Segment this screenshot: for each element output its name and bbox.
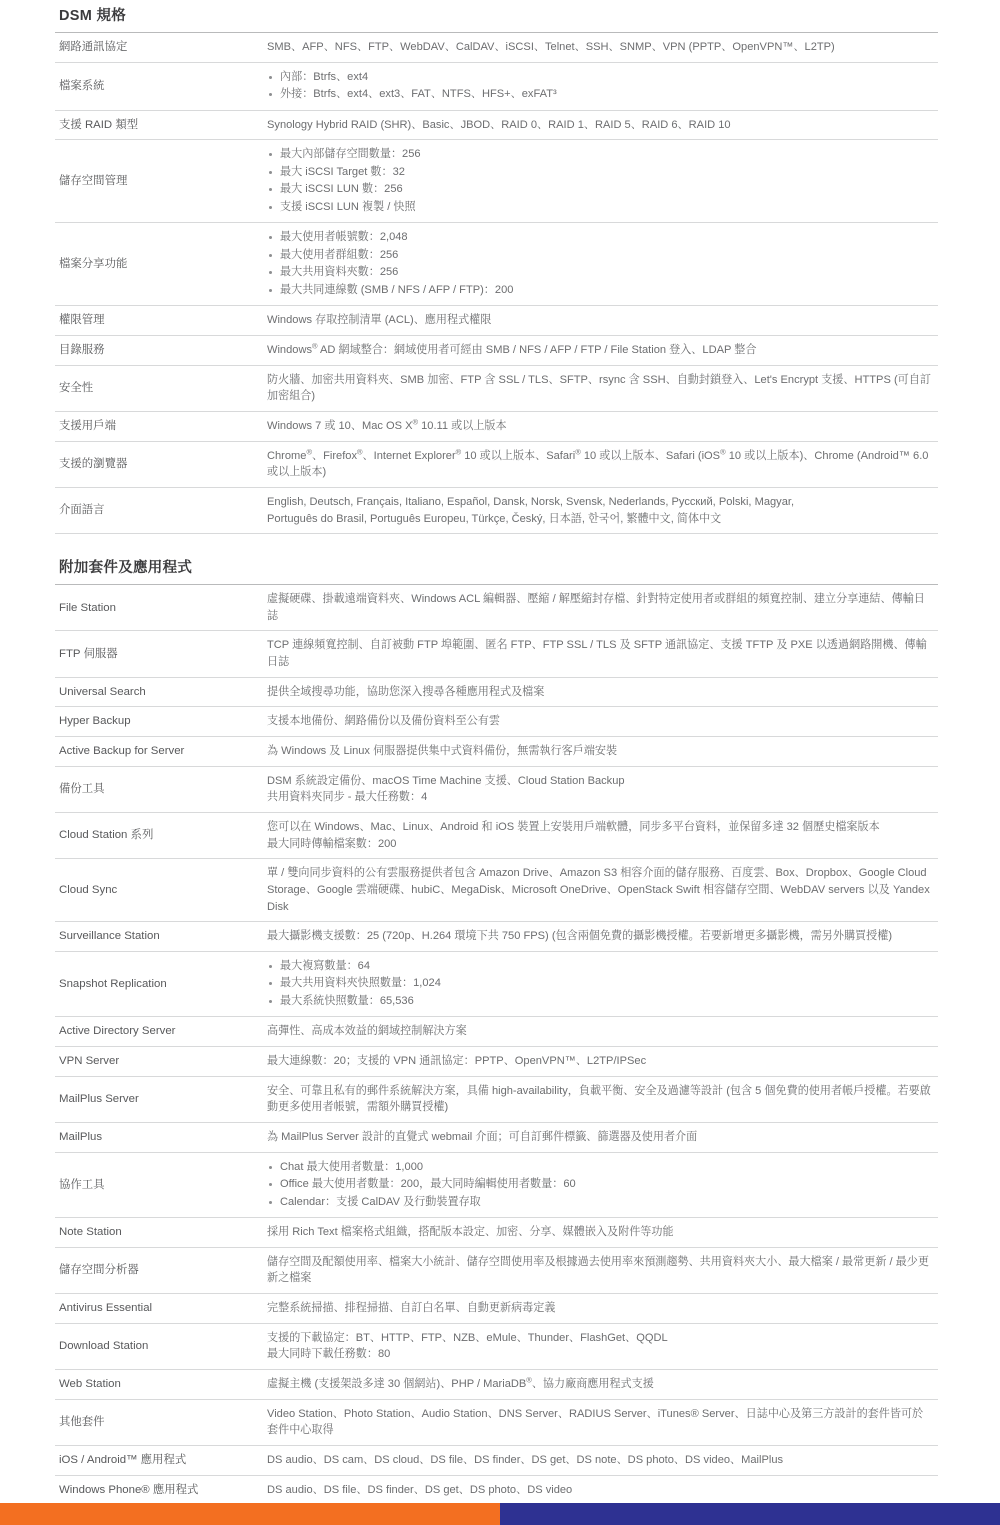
spec-value-text: Windows 存取控制清單 (ACL)、應用程式權限	[267, 314, 492, 327]
spec-value-list-item: 最大內部儲存空間數量：256	[267, 146, 934, 164]
spec-value-text: 最大攝影機支援數：25 (720p、H.264 環境下共 750 FPS) (包含兩個免費的攝影機授權。若要新增更多攝影機，需另外購買授權)	[267, 930, 893, 943]
spec-row	[55, 1399, 938, 1445]
spec-row	[55, 1323, 938, 1369]
spec-row-value	[263, 223, 938, 306]
spec-value-text: Windows® AD 網域整合：網域使用者可經由 SMB / NFS / AFP / FTP / File Station 登入、LDAP 整合	[267, 341, 757, 357]
spec-row-value	[263, 33, 938, 63]
spec-value-text: English, Deutsch, Français, Italiano, Español, Dansk, Norsk, Svensk, Nederlands, Русский, Polski, Magyar, Português do Brasil, Português Europeu, Türkçe, Český, 日本語, 한국어, 繁體中文, 简体中文	[267, 495, 795, 525]
spec-row	[55, 585, 938, 631]
spec-row-label: Active Backup for Server	[59, 745, 185, 758]
spec-row-label: Universal Search	[59, 685, 146, 698]
spec-value-list	[267, 1159, 934, 1212]
spec-value-text: 虛擬硬碟、掛載遠端資料夾、Windows ACL 編輯器、壓縮 / 解壓縮封存檔、針對特定使用者或群組的頻寬控制、建立分享連結、傳輸日誌	[267, 593, 925, 622]
spec-value-list	[267, 958, 934, 1011]
spec-row-label: Snapshot Replication	[59, 977, 167, 990]
spec-row	[55, 1017, 938, 1047]
spec-row-label: Cloud Station 系列	[59, 829, 154, 842]
spec-row-label: 支援 RAID 類型	[59, 118, 139, 131]
spec-row-value	[263, 1218, 938, 1248]
spec-value-list-item: 最大共同連線數 (SMB / NFS / AFP / FTP)：200	[267, 282, 934, 300]
spec-row-value	[263, 306, 938, 336]
spec-value-text: 為 MailPlus Server 設計的直覺式 webmail 介面；可自訂郵件標籤、篩選器及使用者介面	[267, 1130, 698, 1143]
spec-value-text: 採用 Rich Text 檔案格式組織，搭配版本設定、加密、分享、媒體嵌入及附件等功能	[267, 1226, 674, 1239]
spec-row-label: 儲存空間分析器	[59, 1264, 139, 1277]
spec-value-list-item: Calendar：支援 CalDAV 及行動裝置存取	[267, 1194, 934, 1212]
spec-row-value	[263, 1445, 938, 1475]
spec-row-value	[263, 1017, 938, 1047]
spec-value-text: 儲存空間及配額使用率、檔案大小統計、儲存空間使用率及根據過去使用率來預測趨勢、共用資料夾大小、最大檔案 / 最常更新 / 最少更新之檔案	[267, 1255, 929, 1285]
spec-row	[55, 951, 938, 1017]
section-title-packages: 附加套件及應用程式	[59, 560, 193, 577]
spec-row-value	[263, 631, 938, 677]
spec-row-label: 安全性	[59, 382, 94, 395]
spec-row-value	[263, 487, 938, 533]
spec-value-list-item: Chat 最大使用者數量：1,000	[267, 1159, 934, 1177]
spec-row-value	[263, 585, 938, 631]
spec-row	[55, 1076, 938, 1122]
spec-row	[55, 1294, 938, 1324]
spec-row-label: Web Station	[59, 1378, 121, 1390]
spec-row-label: 權限管理	[59, 314, 105, 327]
spec-row	[55, 1152, 938, 1218]
spec-row-label: 檔案分享功能	[59, 258, 128, 271]
spec-row-label: 目錄服務	[59, 344, 105, 357]
spec-value-text: 支援本地備份、網路備份以及備份資料至公有雲	[267, 715, 500, 728]
spec-row	[55, 336, 938, 366]
footer-color-bar	[0, 1503, 1000, 1525]
spec-row	[55, 62, 938, 110]
spec-row-label: MailPlus Server	[59, 1093, 139, 1106]
spec-row-value	[263, 922, 938, 952]
spec-value-list-item: 內部：Btrfs、ext4	[267, 69, 934, 87]
spec-row-value	[263, 365, 938, 411]
spec-row	[55, 1247, 938, 1293]
spec-row	[55, 812, 938, 858]
spec-row-value	[263, 707, 938, 737]
spec-row-value	[263, 1122, 938, 1152]
spec-row-value	[263, 441, 938, 487]
spec-row	[55, 487, 938, 533]
spec-row-label: 支援用戶端	[59, 420, 116, 433]
spec-row-label: FTP 伺服器	[59, 647, 118, 660]
spec-value-list	[267, 229, 934, 299]
spec-value-list-item: 外接：Btrfs、ext4、ext3、FAT、NTFS、HFS+、exFAT³	[267, 86, 934, 104]
spec-value-list-item: 最大共用資料夾快照數量：1,024	[267, 975, 934, 993]
spec-row-value	[263, 766, 938, 812]
spec-row-label: Cloud Sync	[59, 883, 118, 896]
spec-value-text: 提供全域搜尋功能，協助您深入搜尋各種應用程式及檔案	[267, 685, 545, 698]
spec-row-value	[263, 951, 938, 1017]
spec-row-label: VPN Server	[59, 1055, 120, 1068]
spec-table-packages	[55, 584, 938, 1505]
spec-row-value	[263, 140, 938, 223]
spec-row	[55, 1475, 938, 1505]
spec-value-list-item: 最大複寫數量：64	[267, 958, 934, 976]
spec-row-label: 儲存空間管理	[59, 175, 128, 188]
spec-row-label: File Station	[59, 601, 116, 614]
spec-row	[55, 110, 938, 140]
spec-row-value	[263, 1294, 938, 1324]
spec-value-list-item: 最大使用者帳號數：2,048	[267, 229, 934, 247]
spec-value-text: Synology Hybrid RAID (SHR)、Basic、JBOD、RAID 0、RAID 1、RAID 5、RAID 6、RAID 10	[267, 118, 731, 131]
spec-value-text: 為 Windows 及 Linux 伺服器提供集中式資料備份，無需執行客戶端安裝	[267, 745, 618, 758]
spec-value-list-item: 最大使用者群組數：256	[267, 247, 934, 265]
spec-value-list-item: 最大 iSCSI Target 數：32	[267, 164, 934, 182]
spec-table-dsm-body	[55, 33, 938, 534]
spec-row-value	[263, 1323, 938, 1369]
spec-value-text: Chrome®、Firefox®、Internet Explorer® 10 或以上版本、Safari® 10 或以上版本、Safari (iOS® 10 或以上版本)、Chrome (Android™ 6.0 或以上版本)	[267, 446, 929, 479]
spec-value-text: DS audio、DS file、DS finder、DS get、DS photo、DS video	[267, 1483, 573, 1496]
spec-row-value	[263, 62, 938, 110]
spec-row	[55, 223, 938, 306]
spec-value-list-item: 最大 iSCSI LUN 數：256	[267, 181, 934, 199]
spec-value-text: TCP 連線頻寬控制、自訂被動 FTP 埠範圍、匿名 FTP、FTP SSL / TLS 及 SFTP 通訊協定、支援 TFTP 及 PXE 以透過網路開機、傳輸日誌	[267, 639, 927, 669]
spec-row-value	[263, 1152, 938, 1218]
spec-row-label: Download Station	[59, 1340, 149, 1353]
spec-row-label: 備份工具	[59, 783, 105, 796]
spec-row	[55, 140, 938, 223]
spec-row	[55, 859, 938, 922]
spec-table-packages-body	[55, 585, 938, 1505]
spec-table-dsm	[55, 32, 938, 534]
spec-row	[55, 441, 938, 487]
spec-value-text: 防火牆、加密共用資料夾、SMB 加密、FTP 含 SSL / TLS、SFTP、rsync 含 SSH、自動封鎖登入、Let's Encrypt 支援、HTTPS (可自訂加密組合)	[267, 373, 931, 403]
spec-value-text: Video Station、Photo Station、Audio Station、DNS Server、RADIUS Server、iTunes® Server、日誌中心及第三方設計的套件皆可於套件中心取得	[267, 1407, 924, 1437]
spec-row-value	[263, 677, 938, 707]
spec-value-list-item: 支援 iSCSI LUN 複製 / 快照	[267, 199, 934, 217]
spec-row-label: 檔案系統	[59, 79, 105, 92]
spec-row-value	[263, 336, 938, 366]
spec-row-value	[263, 1369, 938, 1399]
spec-row	[55, 766, 938, 812]
spec-value-list-item: Office 最大使用者數量：200，最大同時編輯使用者數量：60	[267, 1176, 934, 1194]
spec-row	[55, 1122, 938, 1152]
spec-row-value	[263, 1475, 938, 1505]
spec-row-label: iOS / Android™ 應用程式	[59, 1453, 187, 1466]
spec-row	[55, 306, 938, 336]
spec-value-text: SMB、AFP、NFS、FTP、WebDAV、CalDAV、iSCSI、Telnet、SSH、SNMP、VPN (PPTP、OpenVPN™、L2TP)	[267, 41, 835, 53]
spec-row-value	[263, 859, 938, 922]
spec-value-text: 完整系統掃描、排程掃描、自訂白名單、自動更新病毒定義	[267, 1302, 556, 1315]
spec-row-label: MailPlus	[59, 1130, 103, 1143]
spec-row-label: Note Station	[59, 1226, 122, 1239]
spec-row-value	[263, 1247, 938, 1293]
spec-row	[55, 412, 938, 442]
spec-row	[55, 365, 938, 411]
spec-row-label: 協作工具	[59, 1178, 105, 1191]
spec-row-label: 其他套件	[59, 1415, 105, 1428]
spec-row	[55, 1047, 938, 1077]
spec-value-text: DSM 系統設定備份、macOS Time Machine 支援、Cloud Station Backup 共用資料夾同步 - 最大任務數：4	[267, 774, 625, 804]
section-title-dsm: DSM 規格	[59, 8, 127, 24]
spec-row-label: Windows Phone® 應用程式	[59, 1483, 199, 1496]
spec-row	[55, 707, 938, 737]
spec-value-text: 單 / 雙向同步資料的公有雲服務提供者包含 Amazon Drive、Amazon S3 相容介面的儲存服務、百度雲、Box、Dropbox、Google Cloud Storage、Google 雲端硬碟、hubiC、MegaDisk、Microsoft OneDrive、OpenStack Swift 相容儲存空間、WebDAV servers 以及 Yandex Disk	[267, 867, 930, 913]
spec-row-value	[263, 1047, 938, 1077]
spec-value-text: 您可以在 Windows、Mac、Linux、Android 和 iOS 裝置上安裝用戶端軟體，同步多平台資料，並保留多達 32 個歷史檔案版本 最大同時傳輸檔案數：200	[267, 820, 880, 850]
footer-bar-left	[0, 1503, 500, 1525]
spec-row-label: Hyper Backup	[59, 715, 131, 728]
spec-row-label: 支援的瀏覽器	[59, 458, 128, 471]
spec-row	[55, 677, 938, 707]
spec-row-label: Surveillance Station	[59, 930, 160, 943]
spec-row-value	[263, 737, 938, 767]
spec-value-text: 支援的下載協定：BT、HTTP、FTP、NZB、eMule、Thunder、FlashGet、QQDL 最大同時下載任務數：80	[267, 1331, 668, 1361]
spec-row-value	[263, 812, 938, 858]
spec-value-list-item: 最大系統快照數量：65,536	[267, 993, 934, 1011]
spec-row	[55, 631, 938, 677]
spec-value-text: Windows 7 或 10、Mac OS X® 10.11 或以上版本	[267, 417, 507, 432]
spec-value-text: 高彈性、高成本效益的網域控制解決方案	[267, 1025, 467, 1038]
spec-row	[55, 737, 938, 767]
spec-row-value	[263, 1076, 938, 1122]
spec-row-label: Antivirus Essential	[59, 1302, 153, 1315]
spec-row-value	[263, 1399, 938, 1445]
spec-row-label: Active Directory Server	[59, 1025, 176, 1038]
spec-value-list	[267, 146, 934, 216]
spec-row-value	[263, 412, 938, 442]
spec-value-list-item: 最大共用資料夾數：256	[267, 264, 934, 282]
spec-row-label: 介面語言	[59, 504, 105, 517]
spec-row-value	[263, 110, 938, 140]
spec-row	[55, 1445, 938, 1475]
spec-row	[55, 1218, 938, 1248]
spec-row	[55, 1369, 938, 1399]
spec-value-text: DS audio、DS cam、DS cloud、DS file、DS finder、DS get、DS note、DS photo、DS video、MailPlus	[267, 1453, 784, 1466]
spec-value-text: 最大連線數：20；支援的 VPN 通訊協定：PPTP、OpenVPN™、L2TP/IPSec	[267, 1055, 647, 1067]
spec-row-label: 網路通訊協定	[59, 41, 128, 54]
spec-value-list	[267, 69, 934, 104]
spec-value-text: 安全、可靠且私有的郵件系統解決方案，具備 high-availability，負載平衡、安全及過濾等設計 (包含 5 個免費的使用者帳戶授權。若要啟動更多使用者帳號，需額外購買授權)	[267, 1084, 931, 1114]
spec-value-text: 虛擬主機 (支援架設多達 30 個網站)、PHP / MariaDB®、協力廠商應用程式支援	[267, 1375, 654, 1390]
spec-row	[55, 922, 938, 952]
footer-bar-right	[500, 1503, 1000, 1525]
spec-row	[55, 33, 938, 63]
